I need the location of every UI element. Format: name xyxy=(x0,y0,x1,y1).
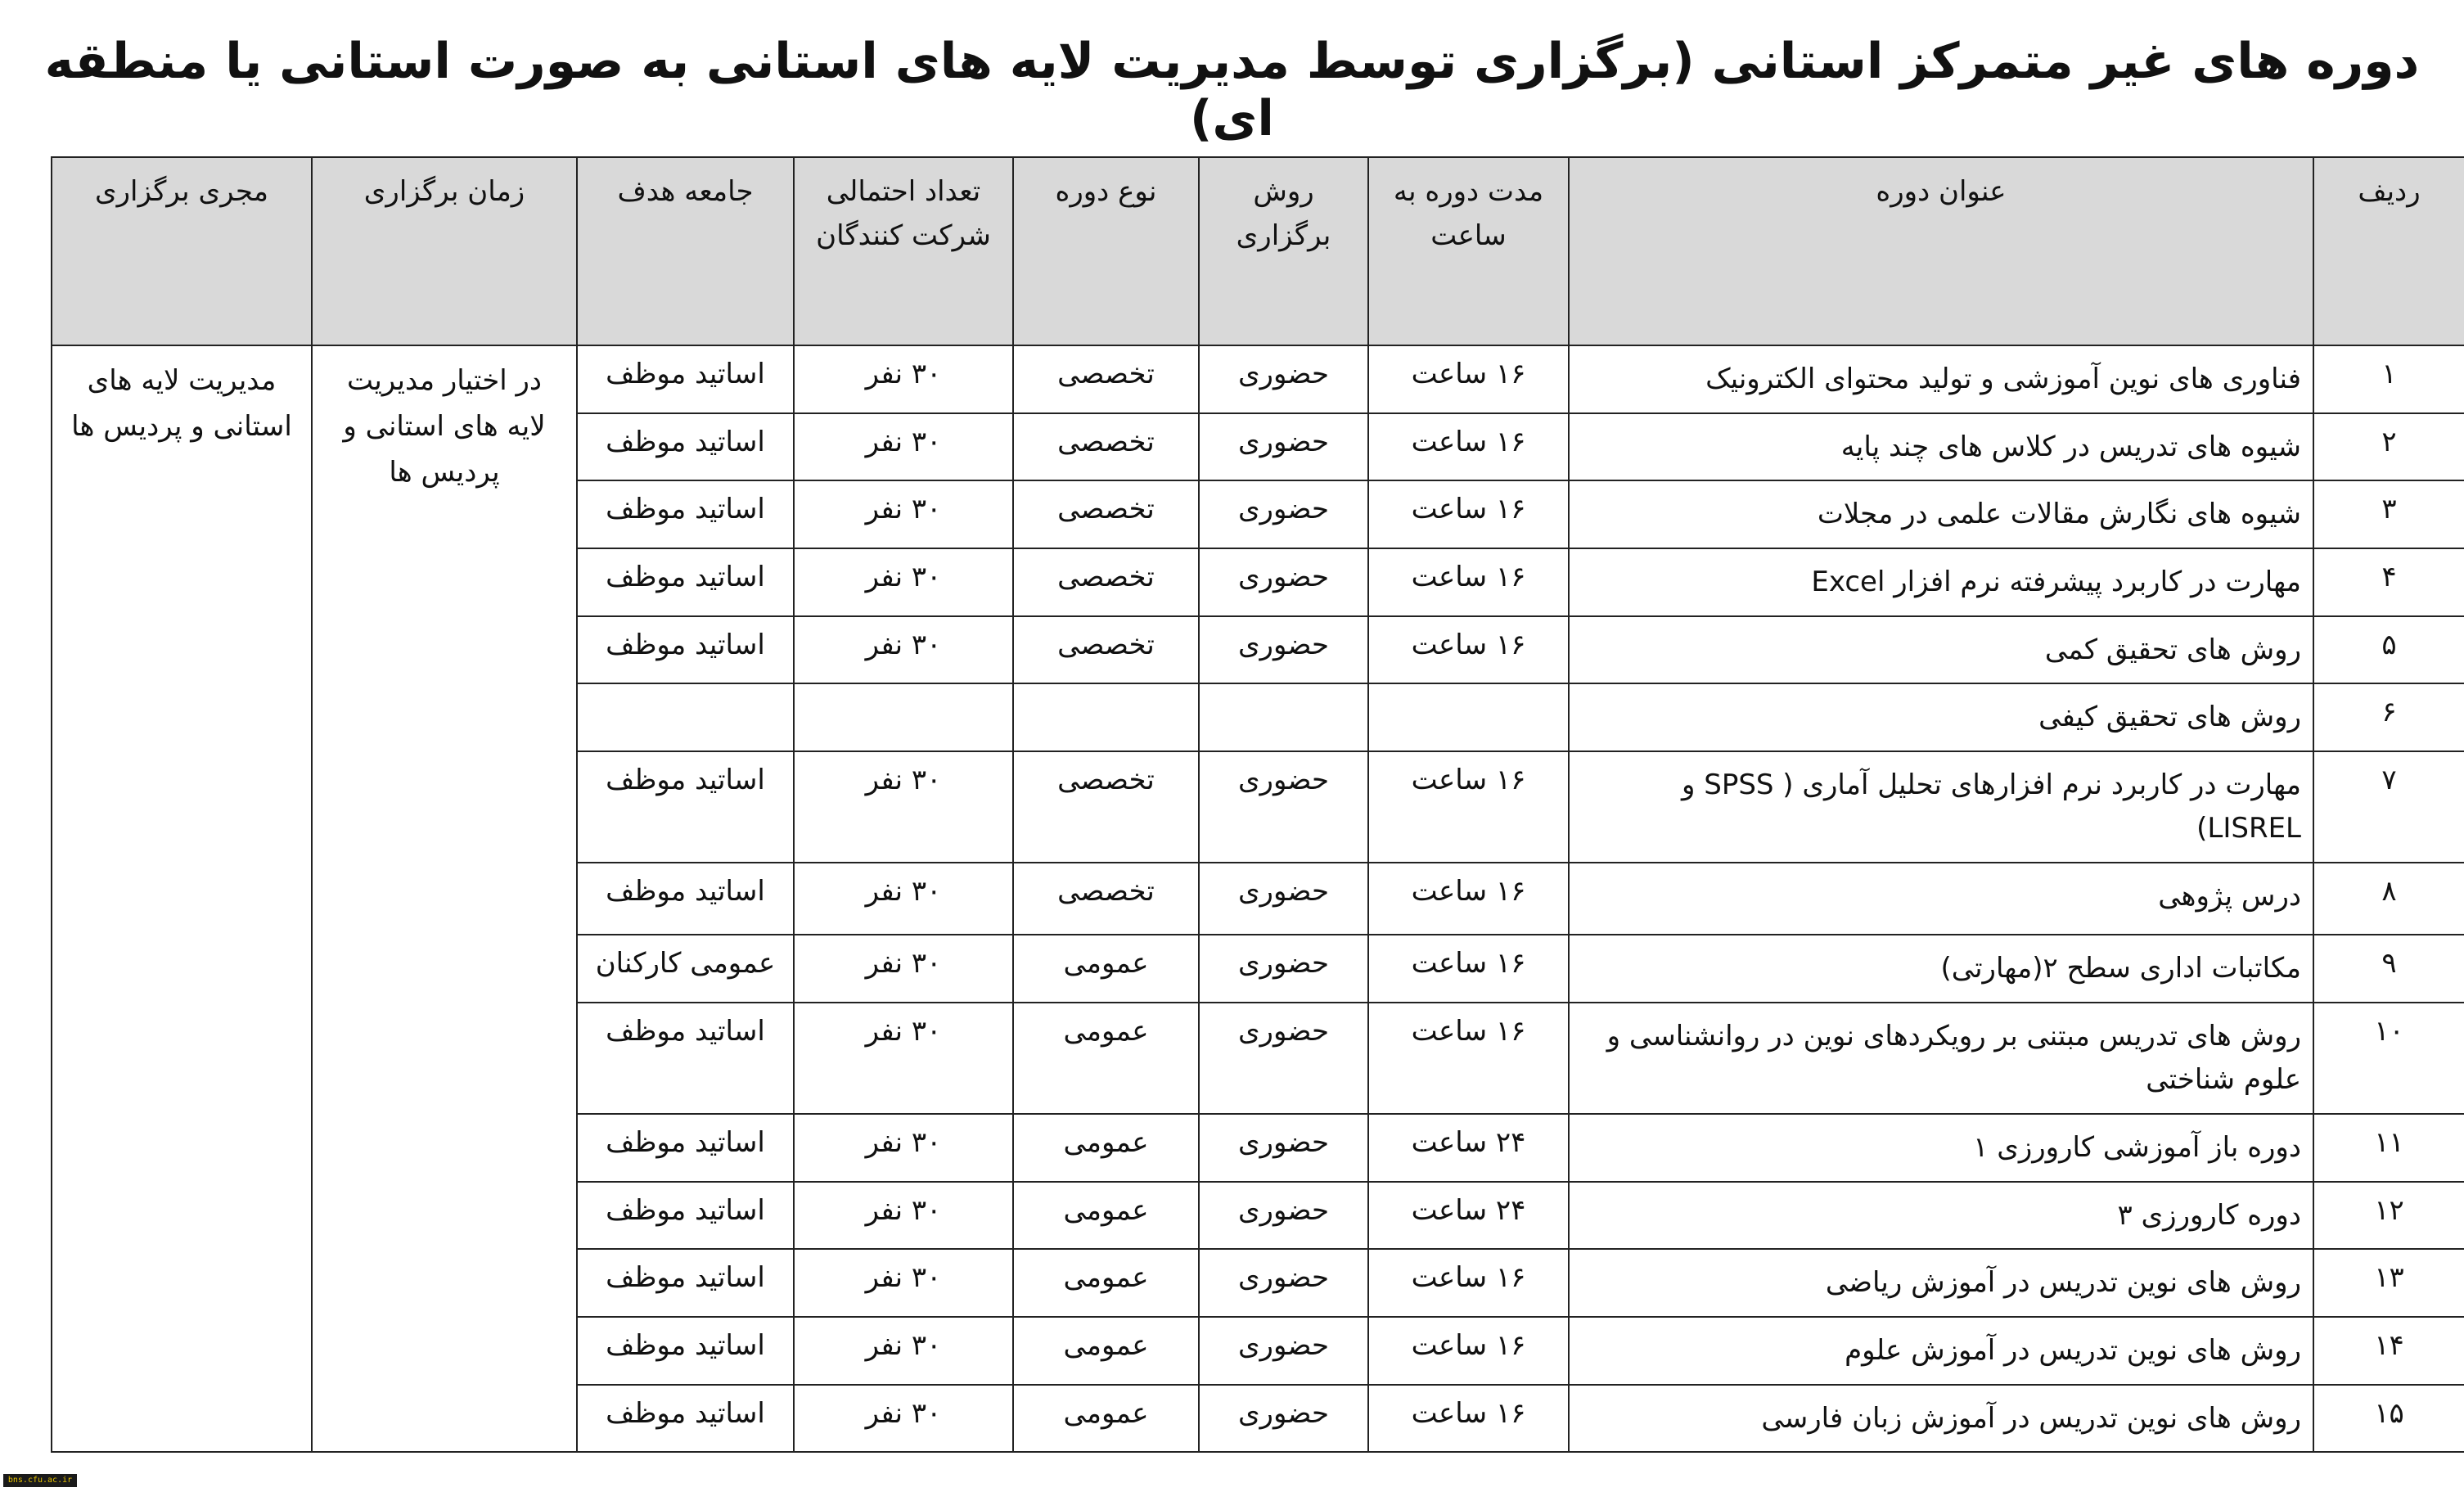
course-method: حضوری xyxy=(1199,1249,1368,1317)
course-duration: ۱۶ ساعت xyxy=(1368,863,1569,935)
course-method: حضوری xyxy=(1199,616,1368,684)
course-method: حضوری xyxy=(1199,935,1368,1003)
course-method: حضوری xyxy=(1199,413,1368,481)
course-title: دوره کارورزی ۳ xyxy=(1569,1182,2313,1250)
course-type: عمومی xyxy=(1013,935,1199,1003)
course-target: اساتید موظف xyxy=(577,616,794,684)
row-number: ۲ xyxy=(2313,413,2464,481)
course-target: اساتید موظف xyxy=(577,1114,794,1182)
course-type: تخصصی xyxy=(1013,616,1199,684)
course-participants: ۳۰ نفر xyxy=(794,413,1013,481)
course-duration: ۱۶ ساعت xyxy=(1368,413,1569,481)
course-type: تخصصی xyxy=(1013,480,1199,548)
course-type: عمومی xyxy=(1013,1003,1199,1114)
course-target: اساتید موظف xyxy=(577,1317,794,1385)
course-target: اساتید موظف xyxy=(577,1003,794,1114)
course-type: عمومی xyxy=(1013,1182,1199,1250)
row-number: ۶ xyxy=(2313,683,2464,751)
header-type: نوع دوره xyxy=(1013,157,1199,345)
course-target xyxy=(577,683,794,751)
row-number: ۱۲ xyxy=(2313,1182,2464,1250)
course-target: اساتید موظف xyxy=(577,413,794,481)
course-duration: ۱۶ ساعت xyxy=(1368,751,1569,863)
course-participants: ۳۰ نفر xyxy=(794,751,1013,863)
course-target: اساتید موظف xyxy=(577,1182,794,1250)
row-number: ۱۱ xyxy=(2313,1114,2464,1182)
header-row-number: ردیف xyxy=(2313,157,2464,345)
course-target: اساتید موظف xyxy=(577,548,794,616)
course-participants: ۳۰ نفر xyxy=(794,863,1013,935)
course-title: دوره باز آموزشی کارورزی ۱ xyxy=(1569,1114,2313,1182)
course-method: حضوری xyxy=(1199,1317,1368,1385)
course-participants: ۳۰ نفر xyxy=(794,1003,1013,1114)
course-title: مهارت در کاربرد نرم افزارهای تحلیل آماری ( SPSS و LISREL) xyxy=(1569,751,2313,863)
row-number: ۱ xyxy=(2313,345,2464,413)
course-title: شیوه های نگارش مقالات علمی در مجلات xyxy=(1569,480,2313,548)
course-target: اساتید موظف xyxy=(577,480,794,548)
site-logo: bns.cfu.ac.ir xyxy=(3,1474,77,1487)
course-method: حضوری xyxy=(1199,345,1368,413)
course-title: روش های تدریس مبتنی بر رویکردهای نوین در روانشناسی و علوم شناختی xyxy=(1569,1003,2313,1114)
course-participants: ۳۰ نفر xyxy=(794,1317,1013,1385)
row-number: ۱۳ xyxy=(2313,1249,2464,1317)
course-duration: ۱۶ ساعت xyxy=(1368,345,1569,413)
course-participants: ۳۰ نفر xyxy=(794,935,1013,1003)
course-duration: ۲۴ ساعت xyxy=(1368,1182,1569,1250)
course-duration: ۱۶ ساعت xyxy=(1368,935,1569,1003)
executor-cell: مدیریت لایه های استانی و پردیس ها xyxy=(52,345,312,1452)
table-row xyxy=(52,345,2464,413)
course-method xyxy=(1199,683,1368,751)
row-number: ۸ xyxy=(2313,863,2464,935)
time-cell: در اختیار مدیریت لایه های استانی و پردیس ها xyxy=(312,345,577,1452)
course-title: درس پژوهی xyxy=(1569,863,2313,935)
course-participants: ۳۰ نفر xyxy=(794,1385,1013,1453)
course-participants xyxy=(794,683,1013,751)
course-target: اساتید موظف xyxy=(577,345,794,413)
course-type: عمومی xyxy=(1013,1317,1199,1385)
course-participants: ۳۰ نفر xyxy=(794,1182,1013,1250)
course-title: مکاتبات اداری سطح ۲(مهارتی) xyxy=(1569,935,2313,1003)
course-duration: ۱۶ ساعت xyxy=(1368,548,1569,616)
course-participants: ۳۰ نفر xyxy=(794,548,1013,616)
course-participants: ۳۰ نفر xyxy=(794,345,1013,413)
course-type: تخصصی xyxy=(1013,751,1199,863)
row-number: ۵ xyxy=(2313,616,2464,684)
row-number: ۳ xyxy=(2313,480,2464,548)
course-duration: ۱۶ ساعت xyxy=(1368,1385,1569,1453)
course-title: روش های نوین تدریس در آموزش ریاضی xyxy=(1569,1249,2313,1317)
row-number: ۹ xyxy=(2313,935,2464,1003)
course-duration: ۱۶ ساعت xyxy=(1368,1003,1569,1114)
header-row xyxy=(52,157,2464,345)
course-type: تخصصی xyxy=(1013,345,1199,413)
course-type: عمومی xyxy=(1013,1114,1199,1182)
course-title: فناوری های نوین آموزشی و تولید محتوای الکترونیک xyxy=(1569,345,2313,413)
course-title: روش های نوین تدریس در آموزش زبان فارسی xyxy=(1569,1385,2313,1453)
course-duration: ۱۶ ساعت xyxy=(1368,1249,1569,1317)
header-participants: تعداد احتمالی شرکت کنندگان xyxy=(794,157,1013,345)
course-type: عمومی xyxy=(1013,1249,1199,1317)
course-duration: ۱۶ ساعت xyxy=(1368,1317,1569,1385)
course-method: حضوری xyxy=(1199,548,1368,616)
course-method: حضوری xyxy=(1199,480,1368,548)
header-course-title: عنوان دوره xyxy=(1569,157,2313,345)
course-target: عمومی کارکنان xyxy=(577,935,794,1003)
row-number: ۱۰ xyxy=(2313,1003,2464,1114)
course-target: اساتید موظف xyxy=(577,751,794,863)
courses-table xyxy=(51,156,2464,1453)
course-target: اساتید موظف xyxy=(577,863,794,935)
course-method: حضوری xyxy=(1199,1385,1368,1453)
course-type: تخصصی xyxy=(1013,863,1199,935)
row-number: ۱۴ xyxy=(2313,1317,2464,1385)
row-number: ۱۵ xyxy=(2313,1385,2464,1453)
header-method: روش برگزاری xyxy=(1199,157,1368,345)
course-title: روش های نوین تدریس در آموزش علوم xyxy=(1569,1317,2313,1385)
row-number: ۷ xyxy=(2313,751,2464,863)
course-participants: ۳۰ نفر xyxy=(794,616,1013,684)
header-duration: مدت دوره به ساعت xyxy=(1368,157,1569,345)
course-type xyxy=(1013,683,1199,751)
course-duration: ۱۶ ساعت xyxy=(1368,480,1569,548)
course-target: اساتید موظف xyxy=(577,1249,794,1317)
course-participants: ۳۰ نفر xyxy=(794,480,1013,548)
course-title: روش های تحقیق کمی xyxy=(1569,616,2313,684)
course-duration xyxy=(1368,683,1569,751)
header-time: زمان برگزاری xyxy=(312,157,577,345)
course-type: عمومی xyxy=(1013,1385,1199,1453)
course-type: تخصصی xyxy=(1013,548,1199,616)
header-target: جامعه هدف xyxy=(577,157,794,345)
course-method: حضوری xyxy=(1199,751,1368,863)
page-title: دوره های غیر متمرکز استانی (برگزاری توسط مدیریت لایه های استانی به صورت استانی یا منطقه ای) xyxy=(44,33,2420,147)
course-target: اساتید موظف xyxy=(577,1385,794,1453)
course-duration: ۱۶ ساعت xyxy=(1368,616,1569,684)
header-executor: مجری برگزاری xyxy=(52,157,312,345)
row-number: ۴ xyxy=(2313,548,2464,616)
course-participants: ۳۰ نفر xyxy=(794,1114,1013,1182)
course-title: شیوه های تدریس در کلاس های چند پایه xyxy=(1569,413,2313,481)
course-duration: ۲۴ ساعت xyxy=(1368,1114,1569,1182)
course-method: حضوری xyxy=(1199,1182,1368,1250)
course-method: حضوری xyxy=(1199,863,1368,935)
course-method: حضوری xyxy=(1199,1003,1368,1114)
course-participants: ۳۰ نفر xyxy=(794,1249,1013,1317)
course-type: تخصصی xyxy=(1013,413,1199,481)
course-method: حضوری xyxy=(1199,1114,1368,1182)
course-title: روش های تحقیق کیفی xyxy=(1569,683,2313,751)
course-title: مهارت در کاربرد پیشرفته نرم افزار Excel xyxy=(1569,548,2313,616)
